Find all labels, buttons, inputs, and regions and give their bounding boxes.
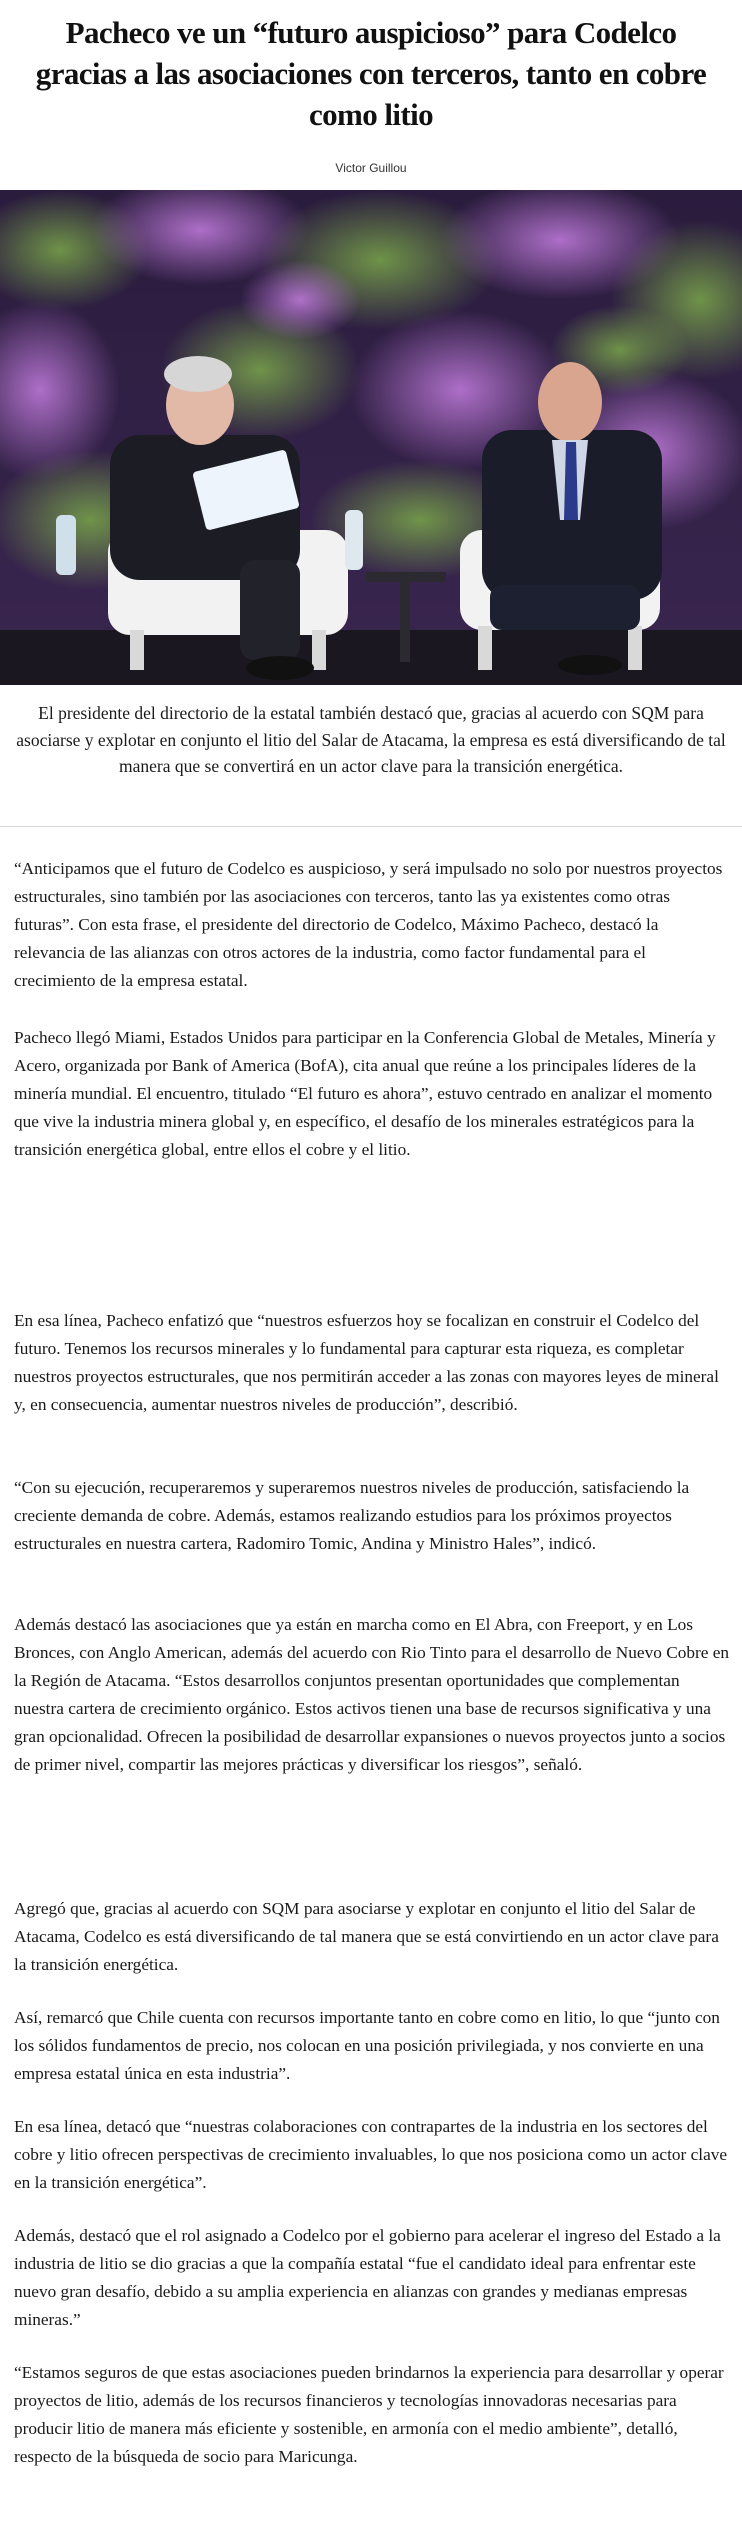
article-headline: Pacheco ve un “futuro auspicioso” para Codelco gracias a las asociaciones con terceros, tanto en cobre como litio [35,15,707,132]
caption-divider [0,826,742,827]
water-bottle [56,515,76,575]
body-paragraph: “Con su ejecución, recuperaremos y superaremos nuestros niveles de producción, satisfaciendo la creciente demanda de cobre. Además, estamos realizando estudios para los próximos proyectos estructurales en nuestra cartera, Radomiro Tomic, Andina y Ministro Hales”, indicó. [14,1478,690,1553]
body-paragraph: En esa línea, detacó que “nuestras colaboraciones con contrapartes de la industria en los sectores del cobre y litio ofrecen perspectivas de crecimiento invaluables, lo que nos posiciona como un actor clave en la transición energética”. [14,2117,728,2192]
body-paragraph: Agregó que, gracias al acuerdo con SQM para asociarse y explotar en conjunto el litio del Salar de Atacama, Codelco es está diversificando de tal manera que se está convirtiendo en un actor clave para la transición energética. [14,1899,719,1974]
body-paragraph: En esa línea, Pacheco enfatizó que “nuestros esfuerzos hoy se focalizan en construir el Codelco del futuro. Tenemos los recursos minerales y lo fundamental para capturar esta riqueza, es completar nuestros proyectos estructurales, que nos permitirán acceder a las zonas con mayores leyes de mineral y, en consecuencia, aumentar nuestros niveles de producción”, describió. [14,1311,719,1414]
photo-illustration [0,190,742,685]
article-photo [0,190,742,685]
body-paragraph: Pacheco llegó Miami, Estados Unidos para participar en la Conferencia Global de Metales, Minería y Acero, organizada por Bank of America (BofA), cita anual que reúne a los principales líderes de la minería mundial. El encuentro, titulado “El futuro es ahora”, estuvo centrado en analizar el momento que vive la industria minera global y, en específico, el desafío de los minerales estratégicos para la transición energética global, entre ellos el cobre y el litio. [14,1028,716,1159]
water-bottle [345,510,363,570]
side-table [366,572,446,582]
body-paragraph: “Estamos seguros de que estas asociaciones pueden brindarnos la experiencia para desarrollar y operar proyectos de litio, además de los recursos financieros y tecnologías innovadoras necesarias para producir litio de manera más eficiente y sostenible, en armonía con el medio ambiente”, detalló, respecto de la búsqueda de socio para Maricunga. [14,2363,724,2466]
body-paragraph: Además, destacó que el rol asignado a Codelco por el gobierno para acelerar el ingreso del Estado a la industria de litio se dio gracias a que la compañía estatal “fue el candidato ideal para enfrentar este nuevo gran desafío, debido a su amplia experiencia en alianzas con grandes y medianas empresas mineras.” [14,2226,721,2329]
author-byline[interactable]: Victor Guillou [335,161,407,175]
body-paragraph: Así, remarcó que Chile cuenta con recursos importante tanto en cobre como en litio, lo que “junto con los sólidos fundamentos de precio, nos colocan en una posición privilegiada, y nos convierte en una empresa estatal única en esta industria”. [14,2008,720,2083]
body-paragraph: Además destacó las asociaciones que ya están en marcha como en El Abra, con Freeport, y en Los Bronces, con Anglo American, además del acuerdo con Rio Tinto para el desarrollo de Nuevo Cobre en la Región de Atacama. “Estos desarrollos conjuntos presentan oportunidades que complementan nuestra cartera de crecimiento orgánico. Estos activos tienen una base de recursos significativa y una gran opcionalidad. Ofrecen la posibilidad de desarrollar expansiones o nuevos proyectos junto a socios de primer nivel, compartir las mejores prácticas y diversificar los riesgos”, señaló. [14,1615,730,1774]
photo-caption: El presidente del directorio de la estatal también destacó que, gracias al acuerdo con SQM para asociarse y explotar en conjunto el litio del Salar de Atacama, la empresa es está diversificando de tal manera que se convertirá en un actor clave para la transición energética. [16,703,726,776]
body-paragraph: “Anticipamos que el futuro de Codelco es auspicioso, y será impulsado no solo por nuestros proyectos estructurales, sino también por las asociaciones con terceros, tanto las ya existentes como otras futuras”. Con esta frase, el presidente del directorio de Codelco, Máximo Pacheco, destacó la relevancia de las alianzas con otros actores de la industria, como factor fundamental para el crecimiento de la empresa estatal. [14,859,723,990]
